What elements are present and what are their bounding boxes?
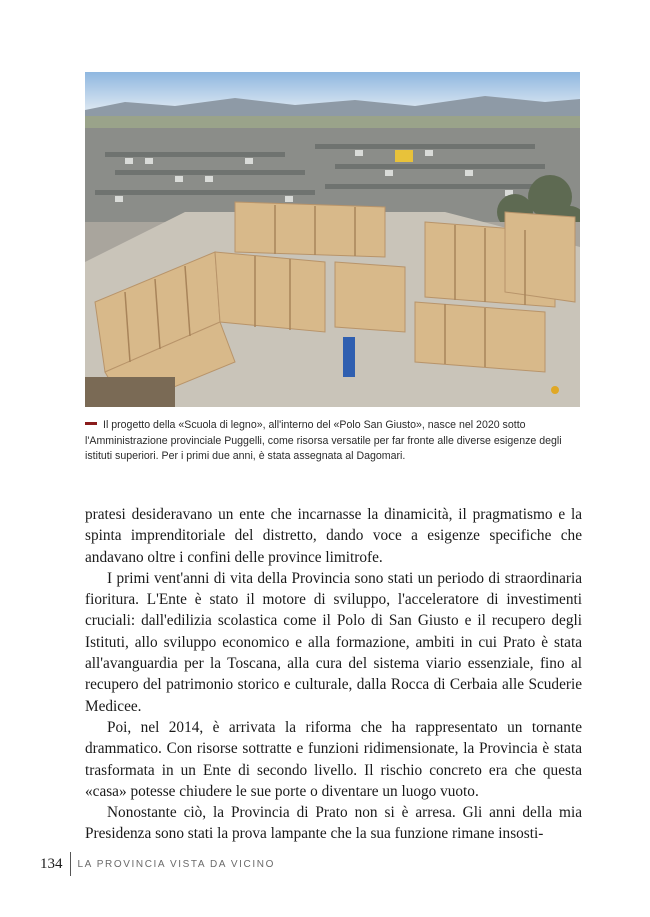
- construction-photo-illustration: [85, 72, 580, 407]
- page-footer: [40, 852, 275, 876]
- photo-caption: [85, 418, 585, 465]
- running-head: LA PROVINCIA VISTA DA VICINO: [77, 858, 275, 870]
- footer-divider: [70, 852, 71, 876]
- paragraph-2: I primi vent'anni di vita della Provincia sono stati un periodo di straordinaria fioritura. L'Ente è stato il motore di sviluppo, l'acceleratore di investimenti cruciali: dall'edilizia scolastica come il Polo di San Giusto e il recupero degli Istituti, allo sviluppo economico e alla formazione, ambiti in cui Prato è stata all'avanguardia per la Toscana, alla cura del sistema viario essenziale, fino al recupero del patrimonio storico e culturale, dalla Rocca di Cerbaia alle Scuderie Medicee.: [85, 569, 582, 715]
- caption-text: Il progetto della «Scuola di legno», all'interno del «Polo San Giusto», nasce nel 2020 sotto l'Amministrazione provinciale Puggelli, come risorsa versatile per far fronte alle diverse esigenze degli istituti superiori. Per i primi due anni, è stata assegnata al Dagomari.: [85, 419, 562, 463]
- paragraph-3: Poi, nel 2014, è arrivata la riforma che ha rappresentato un tornante drammatico. Con risorse sottratte e funzioni ridimensionate, la Provincia è stata trasformata in un Ente di secondo livello. Il rischio concreto era che questa «casa» potesse chiudere le sue porte o diventare un luogo vuoto.: [85, 718, 582, 800]
- paragraph-4: Nonostante ciò, la Provincia di Prato non si è arresa. Gli anni della mia Presidenza sono stati la prova lampante che la sua funzione rimane insosti-: [85, 804, 582, 843]
- paragraph-1: pratesi desideravano un ente che incarnasse la dinamicità, il pragmatismo e la spinta imprenditoriale del distretto, dando voce a esigenze specifiche che andavano oltre i confini delle province limitrofe.: [85, 506, 582, 566]
- caption-marker: [85, 422, 97, 425]
- page-number: 134: [40, 855, 63, 872]
- body-text: [85, 504, 582, 845]
- construction-photo: [85, 72, 580, 407]
